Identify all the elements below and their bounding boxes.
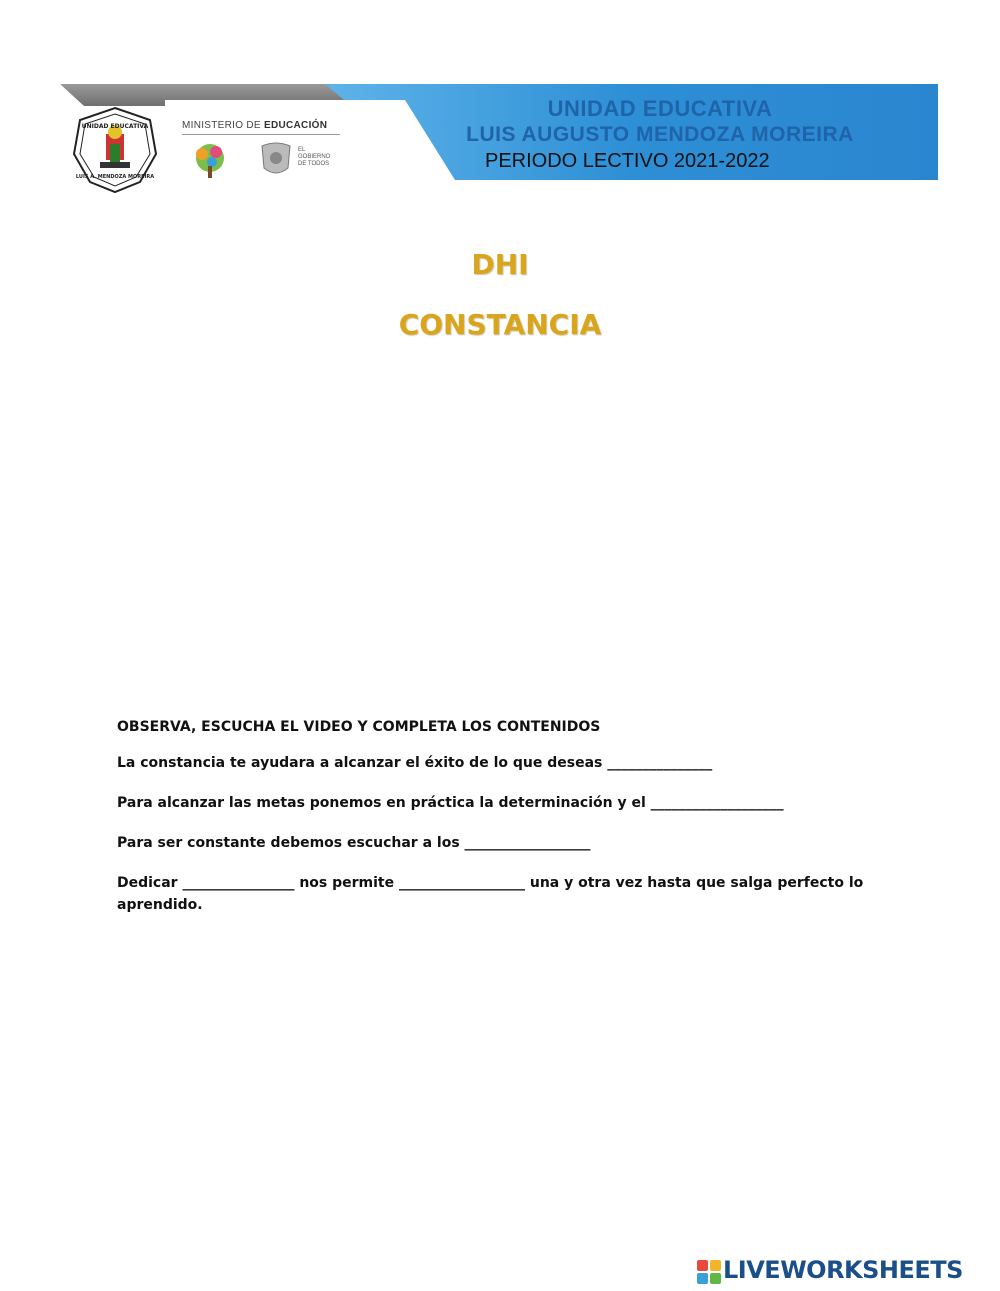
government-logo — [256, 142, 342, 180]
topic-title: CONSTANCIA — [398, 308, 602, 341]
government-text: EL GOBIERNO DE TODOS — [298, 147, 331, 167]
coat-of-arms-icon — [256, 142, 296, 180]
school-name-line2: LUIS AUGUSTO MENDOZA MOREIRA — [466, 123, 854, 146]
school-name — [410, 96, 910, 148]
fill-blank-item: Para alcanzar las metas ponemos en práctica la determinación y el ___________________ — [117, 795, 784, 811]
ministry-logo — [182, 120, 342, 180]
header-banner — [60, 84, 938, 182]
tree-logo-icon — [184, 142, 236, 180]
school-period: PERIODO LECTIVO 2021-2022 — [485, 150, 770, 172]
worksheet-content — [117, 716, 887, 934]
fill-blank-item: Para ser constante debemos escuchar a los __________________ — [117, 835, 591, 851]
seal-bottom-text: LUIS A. MENDOZA MOREIRA — [75, 174, 155, 180]
ministry-label: MINISTERIO DE EDUCACIÓN — [182, 120, 328, 131]
liveworksheets-logo-icon — [697, 1260, 721, 1284]
subject-title: DHI — [471, 248, 529, 281]
liveworksheets-brand: LIVEWORKSHEETS — [723, 1256, 963, 1284]
school-name-line1: UNIDAD EDUCATIVA — [547, 96, 773, 121]
school-seal-icon — [70, 104, 160, 194]
instruction-text: OBSERVA, ESCUCHA EL VIDEO Y COMPLETA LOS CONTENIDOS — [117, 719, 601, 735]
fill-blank-item: La constancia te ayudara a alcanzar el éxito de lo que deseas _______________ — [117, 755, 713, 771]
seal-top-text: UNIDAD EDUCATIVA — [81, 123, 149, 130]
ministry-divider — [182, 134, 340, 135]
fill-blank-item: Dedicar ________________ nos permite __________________ una y otra vez hasta que salga perfecto lo aprendido. — [117, 875, 864, 913]
liveworksheets-footer[interactable] — [697, 1256, 997, 1286]
